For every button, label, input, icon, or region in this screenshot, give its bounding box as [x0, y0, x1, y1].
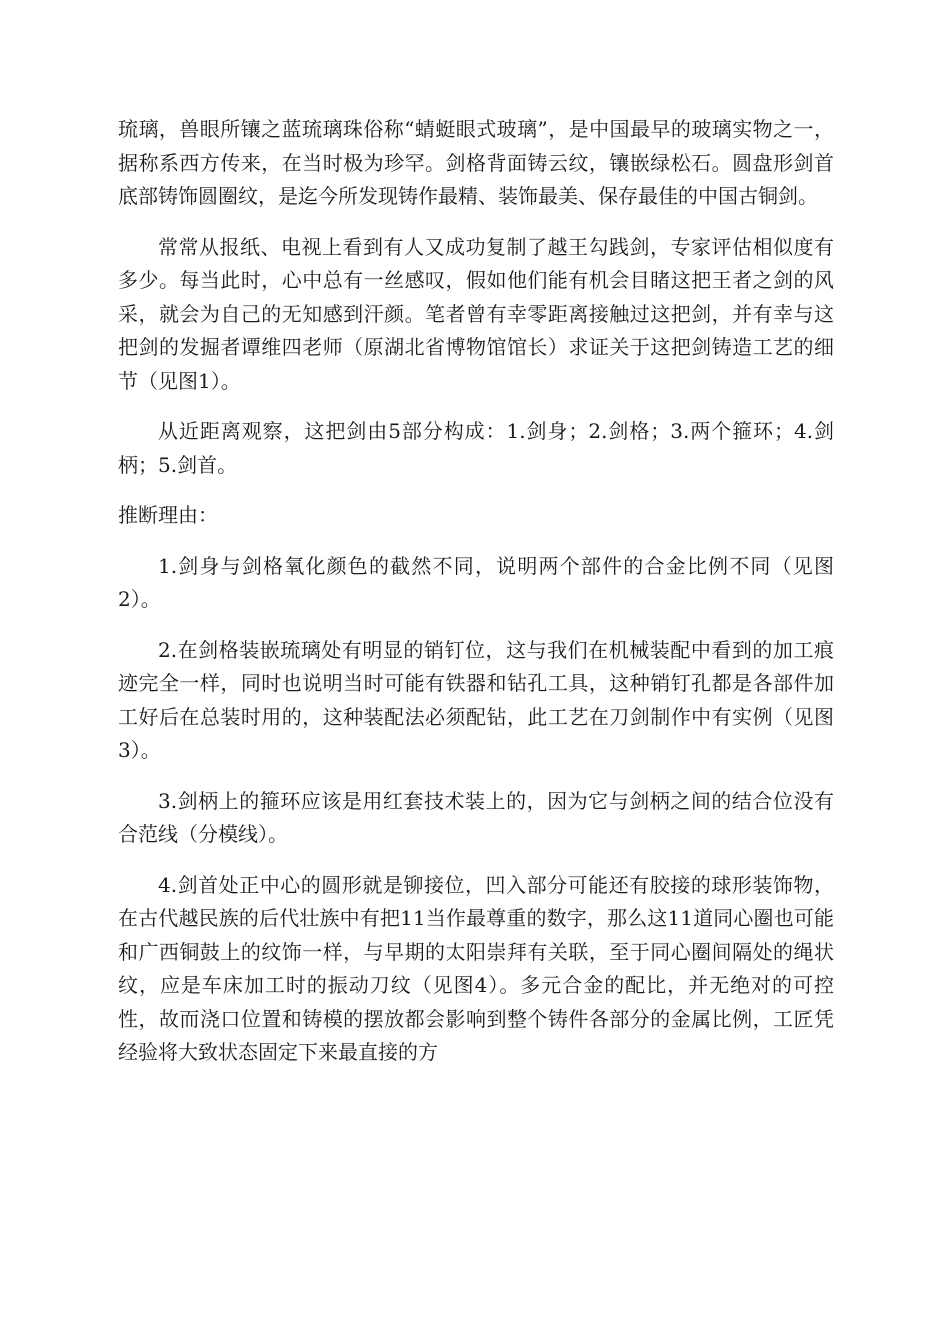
document-page	[118, 113, 834, 1087]
paragraph-reason-3: 3.剑柄上的箍环应该是用红套技术装上的，因为它与剑柄之间的结合位没有合范线（分模线）。	[118, 788, 834, 846]
paragraph-reason-4: 4.剑首处正中心的圆形就是铆接位，凹入部分可能还有胶接的球形装饰物，在古代越民族的后代壮族中有把11当作最尊重的数字，那么这11道同心圈也可能和广西铜鼓上的纹饰一样，与早期的太阳崇拜有关联，至于同心圈间隔处的绳状纹，应是车床加工时的振动刀纹（见图4）。多元合金的配比，并无绝对的可控性，故而浇口位置和铸模的摆放都会影响到整个铸件各部分的金属比例，工匠凭经验将大致状态固定下来最直接的方	[118, 872, 834, 1064]
paragraph-replica-commentary: 常常从报纸、电视上看到有人又成功复制了越王勾践剑，专家评估相似度有多少。每当此时，心中总有一丝感叹，假如他们能有机会目睹这把王者之剑的风采，就会为自己的无知感到汗颜。笔者曾有幸零距离接触过这把剑，并有幸与这把剑的发掘者谭维四老师（原湖北省博物馆馆长）求证关于这把剑铸造工艺的细节（见图1）。	[118, 234, 834, 393]
paragraph-reason-2: 2.在剑格装嵌琉璃处有明显的销钉位，这与我们在机械装配中看到的加工痕迹完全一样，同时也说明当时可能有铁器和钻孔工具，这种销钉孔都是各部件加工好后在总装时用的，这种装配法必须配钻，此工艺在刀剑制作中有实例（见图3）。	[118, 637, 834, 762]
paragraph-reasoning-heading: 推断理由：	[118, 503, 218, 527]
paragraph-intro-continuation: 琉璃，兽眼所镶之蓝琉璃珠俗称“蜻蜓眼式玻璃”，是中国最早的玻璃实物之一，据称系西方传来，在当时极为珍罕。剑格背面铸云纹，镶嵌绿松石。圆盘形剑首底部铸饰圆圈纹，是迄今所发现铸作最精、装饰最美、保存最佳的中国古铜剑。	[118, 117, 834, 208]
paragraph-sword-parts: 从近距离观察，这把剑由5部分构成：1.剑身；2.剑格；3.两个箍环；4.剑柄；5.剑首。	[118, 419, 834, 477]
paragraph-reason-1: 1.剑身与剑格氧化颜色的截然不同，说明两个部件的合金比例不同（见图2）。	[118, 553, 834, 611]
